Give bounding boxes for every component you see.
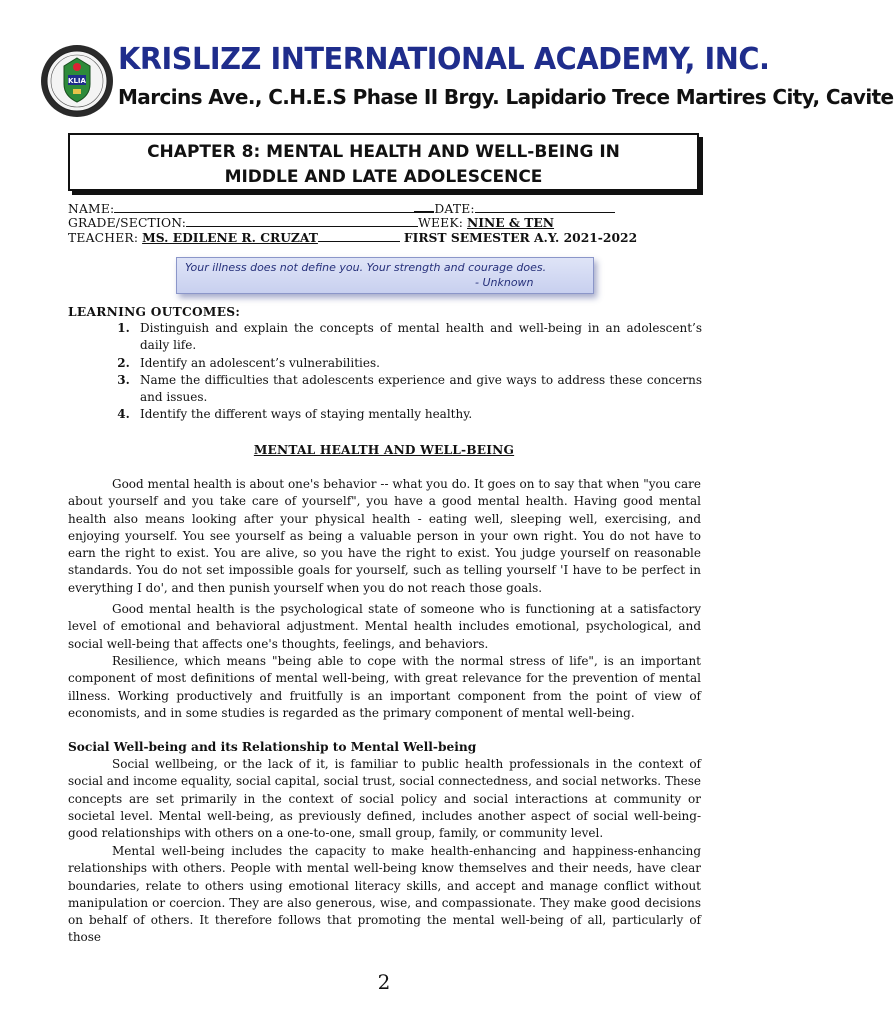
name-field[interactable] xyxy=(114,201,414,213)
paragraph: Social wellbeing, or the lack of it, is familiar to public health professionals in the context of social and income equality, social capital, social trust, social connectedness, and social networks. These concepts are set primarily in the context of social policy and social interactions at community or societal level. Mental well-being, as previously defined, includes another aspect of social well-being-good relationships with others on a one-to-one, small group, family, or community level. xyxy=(68,757,701,841)
grade-section-field[interactable] xyxy=(186,215,418,227)
paragraph: Resilience, which means "being able to cope with the normal stress of life", is an important component of most definitions of mental well-being, with great relevance for the prevention of mental illness. Working productively and fruitfully is an important component from the point of view of economists, and in some studies is regarded as the primary component of mental well-being. xyxy=(68,654,701,720)
list-item: 1. Distinguish and explain the concepts of mental health and well-being in an adolescent’s daily life. xyxy=(134,320,702,355)
paragraph: Good mental health is about one's behavior -- what you do. It goes on to say that when "you care about yourself and you take care of yourself", you have a good mental health. Having good mental health also means looking after your physical health - eating well, sleeping well, exercising, and enjoying yourself. You see yourself as being a valuable person in your own right. You do not have to earn the right to exist. You are alive, so you have the right to exist. You judge yourself on reasonable standards. You do not set impossible goals for yourself, such as telling yourself 'I have to be perfect in everything I do', and then punish yourself when you do not reach those goals. xyxy=(68,477,701,595)
quote-text: Your illness does not define you. Your strength and courage does. xyxy=(185,261,547,274)
week-label: WEEK: xyxy=(418,216,464,230)
teacher-value: MS. EDILENE R. CRUZAT xyxy=(142,230,318,245)
date-label: DATE: xyxy=(434,202,475,216)
grade-section-label: GRADE/SECTION: xyxy=(68,216,187,230)
school-logo xyxy=(40,44,114,118)
subsection-heading: Social Well-being and its Relationship to Mental Well-being xyxy=(68,740,477,754)
school-address: Marcins Ave., C.H.E.S Phase II Brgy. Lapidario Trece Martires City, Cavite xyxy=(118,85,894,109)
seal-icon xyxy=(40,44,114,118)
paragraph: Good mental health is the psychological state of someone who is functioning at a satisfactory level of emotional and behavioral adjustment. Mental health includes emotional, psychological, and social well-being that affects one's thoughts, feelings, and behaviors. xyxy=(68,602,701,651)
list-item: 4. Identify the different ways of staying mentally healthy. xyxy=(134,406,702,423)
list-item: 3. Name the difficulties that adolescents experience and give ways to address these concerns and issues. xyxy=(134,372,702,407)
quote-box xyxy=(176,257,594,294)
chapter-title: CHAPTER 8: MENTAL HEALTH AND WELL-BEING IN MIDDLE AND LATE ADOLESCENCE xyxy=(68,133,699,191)
paragraph: Mental well-being includes the capacity to make health-enhancing and happiness-enhancing relationships with others. People with mental well-being know themselves and their needs, have clear boundaries, relate to others using emotional literacy skills, and accept and manage conflict without manipulation or coercion. They are also generous, wise, and compassionate. They make good decisions on behalf of others. It therefore follows that promoting the mental well-being of all, particularly of those xyxy=(68,844,701,945)
learning-outcomes-list xyxy=(68,320,702,424)
quote-author: - Unknown xyxy=(475,276,534,289)
school-name: KRISLIZZ INTERNATIONAL ACADEMY, INC. xyxy=(118,42,770,77)
learning-outcomes-heading: LEARNING OUTCOMES: xyxy=(68,305,241,319)
teacher-label: TEACHER: xyxy=(68,231,139,245)
section-title: MENTAL HEALTH AND WELL-BEING xyxy=(253,443,515,457)
date-field[interactable] xyxy=(475,201,615,213)
page-number: 2 xyxy=(377,970,391,994)
logo-text: KLIA xyxy=(68,77,86,85)
name-label: NAME: xyxy=(68,202,115,216)
semester: FIRST SEMESTER A.Y. 2021-2022 xyxy=(403,230,638,245)
week-value: NINE & TEN xyxy=(467,215,555,230)
teacher-row xyxy=(68,230,708,246)
list-item: 2. Identify an adolescent’s vulnerabilities. xyxy=(134,355,702,372)
grade-week-row xyxy=(68,215,708,231)
